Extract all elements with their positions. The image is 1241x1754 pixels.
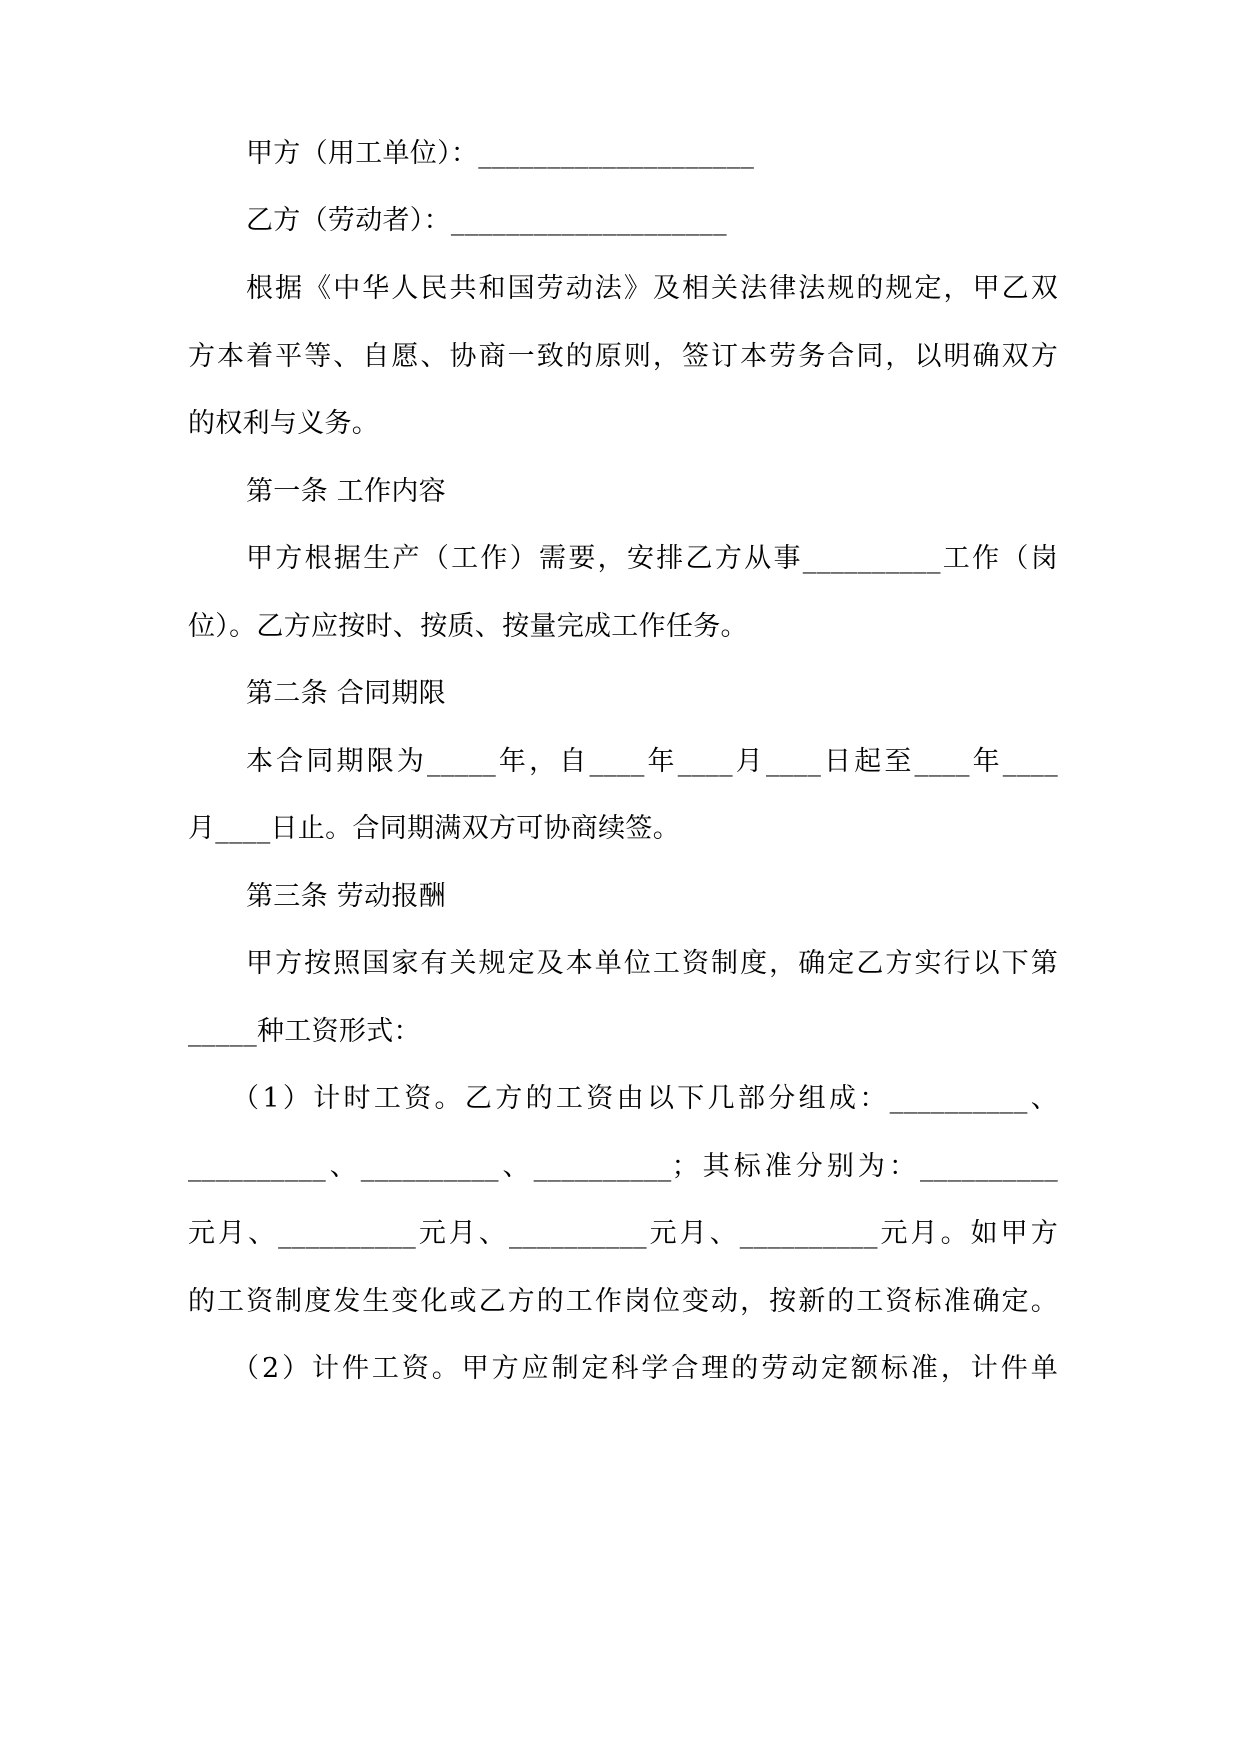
article-3-text-2: _____种工资形式： [188,1016,421,1047]
hourly-wage-line-3: 元月、__________元月、__________元月、__________元月。如甲方 [188,1218,1058,1249]
preamble-line-2: 方本着平等、自愿、协商一致的原则，签订本劳务合同，以明确双方 [188,341,1058,372]
hourly-wage-line-4: 的工资制度发生变化或乙方的工作岗位变动，按新的工资标准确定。 [188,1286,1058,1317]
hourly-wage-line-2: __________、__________、__________；其标准分别为：__________ [188,1151,1058,1182]
article-2-heading: 第二条 合同期限 [246,678,446,709]
piece-wage-line-1: （2）计件工资。甲方应制定科学合理的劳动定额标准，计件单 [232,1353,1058,1384]
hourly-wage-line-1: （1）计时工资。乙方的工资由以下几部分组成：__________、 [232,1083,1058,1114]
article-3-text-1: 甲方按照国家有关规定及本单位工资制度，确定乙方实行以下第 [246,948,1058,979]
article-1-text-1: 甲方根据生产（工作）需要，安排乙方从事__________工作（岗 [246,543,1058,574]
article-2-text-1: 本合同期限为_____年，自____年____月____日起至____年____ [246,746,1058,777]
party-b-line: 乙方（劳动者）：____________________ [246,205,727,236]
article-1-heading: 第一条 工作内容 [246,476,446,507]
article-1-text-2: 位）。乙方应按时、按质、按量完成工作任务。 [188,611,748,642]
preamble-line-1: 根据《中华人民共和国劳动法》及相关法律法规的规定，甲乙双 [246,273,1058,304]
article-3-heading: 第三条 劳动报酬 [246,881,446,912]
article-2-text-2: 月____日止。合同期满双方可协商续签。 [188,813,680,844]
preamble-line-3: 的权利与义务。 [188,408,380,439]
party-a-line: 甲方（用工单位）：____________________ [246,138,755,169]
